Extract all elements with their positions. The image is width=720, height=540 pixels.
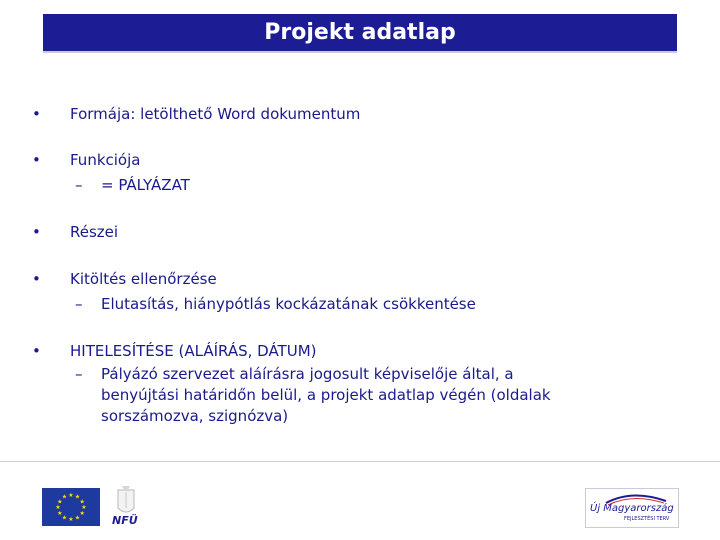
- bullet-text: Funkciója: [70, 151, 141, 169]
- eu-stars-icon: [42, 488, 100, 526]
- sub-text: [101, 364, 671, 427]
- nfu-logo: [108, 484, 144, 530]
- svg-text:★: ★: [57, 498, 63, 506]
- svg-text:★: ★: [74, 493, 81, 501]
- uj-logo-text: Új Magyarország: [590, 503, 674, 514]
- dash-icon: –: [75, 365, 83, 383]
- uj-magyarorszag-logo: [585, 488, 679, 528]
- sub-text-line: Pályázó szervezet aláírásra jogosult képviselője által, a: [101, 365, 514, 383]
- eu-flag-logo: [42, 488, 100, 526]
- uj-logo-subtext: FEJLESZTÉSI TERV: [624, 516, 670, 522]
- svg-text:★: ★: [55, 504, 61, 511]
- bullet-icon: •: [32, 223, 41, 241]
- svg-text:★: ★: [68, 492, 74, 499]
- svg-text:★: ★: [61, 493, 68, 501]
- bullet-text: Formája: letölthető Word dokumentum: [70, 105, 361, 123]
- bullet-text: HITELESÍTÉSE (ALÁÍRÁS, DÁTUM): [70, 342, 317, 360]
- bullet-icon: •: [32, 270, 41, 288]
- bullet-icon: •: [32, 342, 41, 360]
- svg-text:★: ★: [57, 510, 63, 517]
- bullet-icon: •: [32, 151, 41, 169]
- sub-item: [75, 293, 476, 315]
- bullet-text: Kitöltés ellenőrzése: [70, 270, 217, 288]
- svg-text:★: ★: [74, 514, 81, 522]
- sub-text: = PÁLYÁZAT: [101, 176, 190, 194]
- dash-icon: –: [75, 176, 83, 194]
- bullet-icon: •: [32, 105, 41, 123]
- bullet-text: Részei: [70, 223, 119, 241]
- svg-text:★: ★: [61, 514, 68, 522]
- slide-title: Projekt adatlap: [264, 20, 456, 45]
- sub-text-line: sorszámozva, szignózva): [101, 407, 289, 425]
- svg-text:★: ★: [79, 510, 85, 517]
- sub-text-line: benyújtási határidőn belül, a projekt adatlap végén (oldalak: [101, 386, 551, 404]
- dash-icon: –: [75, 295, 83, 313]
- footer-divider: [0, 461, 720, 462]
- sub-item: [75, 174, 190, 196]
- sub-text: Elutasítás, hiánypótlás kockázatának csökkentése: [101, 295, 476, 313]
- svg-text:★: ★: [79, 498, 85, 506]
- svg-text:★: ★: [68, 516, 74, 523]
- svg-text:★: ★: [81, 504, 87, 511]
- nfu-text: NFÜ: [112, 514, 138, 527]
